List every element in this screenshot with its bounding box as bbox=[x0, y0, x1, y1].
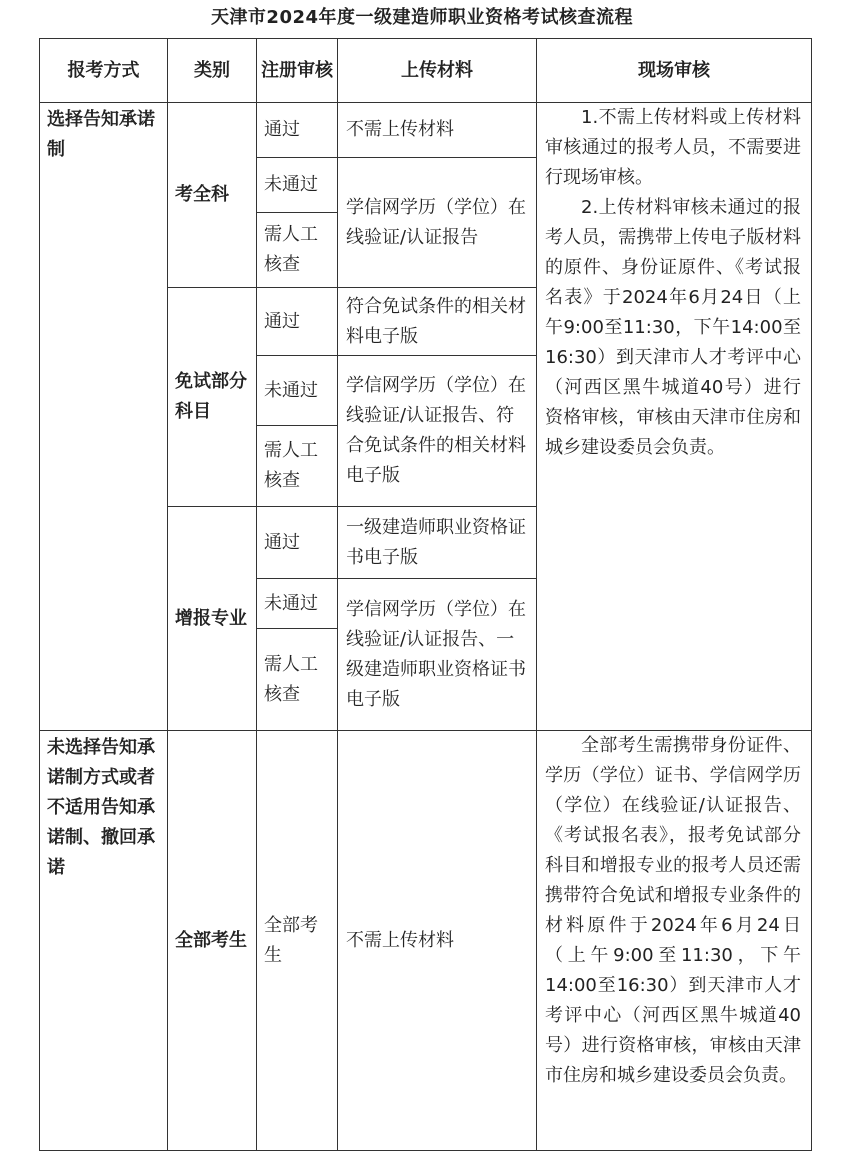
onsite-review-cell-all bbox=[537, 731, 812, 1151]
reg-status-fail: 未通过 bbox=[257, 158, 338, 213]
review-process-table bbox=[39, 38, 812, 1151]
upload-cell: 不需上传材料 bbox=[338, 103, 537, 158]
upload-cell: 学信网学历（学位）在线验证/认证报告 bbox=[338, 158, 537, 288]
onsite-paragraph-1: 1.不需上传材料或上传材料审核通过的报考人员，不需要进行现场审核。 bbox=[545, 107, 801, 188]
method-cell-no-commitment: 未选择告知承诺制方式或者不适用告知承诺制、撤回承诺 bbox=[40, 731, 168, 1151]
reg-status-manual: 需人工核查 bbox=[257, 213, 338, 288]
reg-status-fail: 未通过 bbox=[257, 579, 338, 629]
header-registration-review: 注册审核 bbox=[257, 39, 338, 103]
category-cell-exempt-subjects: 免试部分科目 bbox=[168, 288, 257, 507]
header-row bbox=[40, 39, 812, 103]
header-category: 类别 bbox=[168, 39, 257, 103]
onsite-paragraph-2: 2.上传材料审核未通过的报考人员，需携带上传电子版材料的原件、身份证原件、《考试报名表》于2024年6月24日（上午9:00至11:30，下午14:00至16:30）到天津市人才考评中心（河西区黑牛城道40号）进行资格审核，审核由天津市住房和城乡建设委员会负责。 bbox=[545, 197, 801, 458]
onsite-paragraph: 全部考生需携带身份证件、学历（学位）证书、学信网学历（学位）在线验证/认证报告、《考试报名表》，报考免试部分科目和增报专业的报考人员还需携带符合免试和增报专业条件的材料原件于2024年6月24日（上午9:00至11:30，下午14:00至16:30）到天津市人才考评中心（河西区黑牛城道40号）进行资格审核，审核由天津市住房和城乡建设委员会负责。 bbox=[545, 735, 801, 1086]
header-method: 报考方式 bbox=[40, 39, 168, 103]
header-onsite-review: 现场审核 bbox=[537, 39, 812, 103]
upload-cell: 学信网学历（学位）在线验证/认证报告、符合免试条件的相关材料电子版 bbox=[338, 356, 537, 507]
reg-status-all-candidates: 全部考生 bbox=[257, 731, 338, 1151]
reg-status-pass: 通过 bbox=[257, 288, 338, 356]
onsite-review-cell bbox=[537, 103, 812, 731]
upload-cell: 不需上传材料 bbox=[338, 731, 537, 1151]
upload-cell: 符合免试条件的相关材料电子版 bbox=[338, 288, 537, 356]
reg-status-pass: 通过 bbox=[257, 103, 338, 158]
table-row bbox=[40, 731, 812, 1151]
reg-status-manual: 需人工核查 bbox=[257, 629, 338, 731]
category-cell-full-subjects: 考全科 bbox=[168, 103, 257, 288]
category-cell-all-candidates: 全部考生 bbox=[168, 731, 257, 1151]
upload-cell: 学信网学历（学位）在线验证/认证报告、一级建造师职业资格证书电子版 bbox=[338, 579, 537, 731]
table-row bbox=[40, 103, 812, 158]
reg-status-pass: 通过 bbox=[257, 507, 338, 579]
method-cell-notification-commitment: 选择告知承诺制 bbox=[40, 103, 168, 731]
header-upload-materials: 上传材料 bbox=[338, 39, 537, 103]
reg-status-fail: 未通过 bbox=[257, 356, 338, 426]
page-title: 天津市2024年度一级建造师职业资格考试核查流程 bbox=[210, 7, 634, 28]
reg-status-manual: 需人工核查 bbox=[257, 426, 338, 507]
upload-cell: 一级建造师职业资格证书电子版 bbox=[338, 507, 537, 579]
category-cell-added-specialty: 增报专业 bbox=[168, 507, 257, 731]
